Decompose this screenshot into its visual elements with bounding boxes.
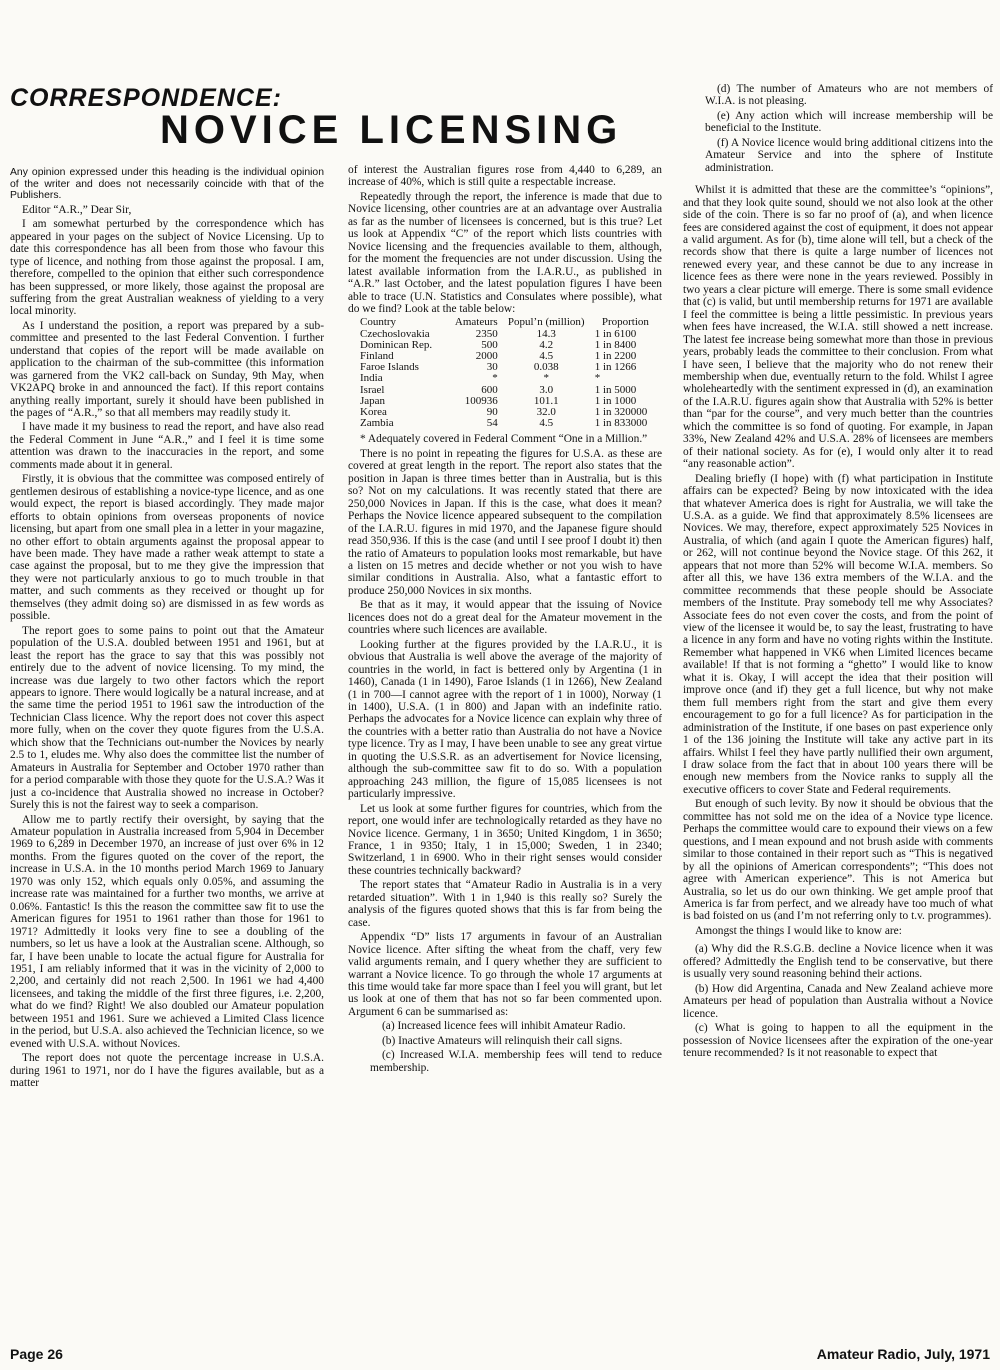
paragraph: I have made it my business to read the report, and have also read the Federal Comment in June “A.R.,” and I feel it is time some attention was drawn to the inaccuracies in the report, and some comments made about it in general. [10, 421, 324, 471]
table-header: Popul’n (million) [507, 316, 585, 329]
list-item: (c) What is going to happen to all the equipment in the possession of Novice licensees after the expiration of the one-year tenure recommended? Is it not reasonable to expect that [683, 1022, 993, 1059]
table-cell: Faroe Islands [360, 361, 419, 374]
table-cell: 4.2 [539, 338, 554, 351]
table-cell: * [594, 372, 601, 385]
paragraph: Amongst the things I would like to know are: [695, 924, 902, 937]
column-3-paragraphs [683, 184, 993, 937]
paragraph: Repeatedly through the report, the inference is made that due to Novice licensing, other countries are at an advantage over Australia as far as the number of licensees is concerned, but is this true? Let us look at Appendix “C” of the report which lists countries with Novice licensing and the frequencies available to them, although, for the moment the frequencies are not under discussion. Using the latest available information from the I.A.R.U., as published in “A.R.” last October, and the latest population figures I have been able to trace (U.N. Statistics and Consulates where possible), what do we find? Look at the table below: [348, 190, 662, 315]
paragraph: I am somewhat perturbed by the correspondence which has appeared in your pages on the subject of Novice Licensing. Up to date this correspondence has all been from those who favour this type of licence, and nothing from those against the proposal. I am, therefore, compelled to the opinion that either such correspondence has been suppressed, or more likely, those against the proposal are suffering from the great Australian weakness of yielding to a very local minority. [10, 218, 324, 318]
paragraph: The report states that “Amateur Radio in Australia is in a very retarded situation”. With 1 in 1,940 is this really so? Surely the analysis of the figures quoted shows that this is far from being the case. [348, 879, 662, 929]
publication-info: Amateur Radio, July, 1971 [816, 1346, 990, 1362]
table-cell: 100936 [464, 394, 498, 407]
table-cell: 4.5 [539, 350, 554, 363]
table-cell: 1 in 6100 [594, 327, 637, 340]
column-1 [10, 167, 324, 1340]
table-header: Country [360, 316, 397, 329]
paragraph: The report does not quote the percentage increase in U.S.A. during 1961 to 1971, nor do I have the figures available, but as a matter [10, 1052, 324, 1090]
list-item: (a) Why did the R.S.G.B. decline a Novice licence when it was offered? Admittedly the English tend to be conservative, but there is usually very sound reasoning behind their actions. [683, 943, 993, 981]
table-row [358, 373, 658, 384]
paragraph: The report goes to some pains to point out that the Amateur population of the U.S.A. doubled between 1951 and 1961, but at least the report has the grace to say that this was possibly not entirely due to the advent of novice licensing. To my mind, the increase was due largely to two other factors which the report appears to ignore. There would logically be a natural increase, and at the same time the period 1951 to 1961 saw the introduction of the Technician Class licence. Why the report does not cover this aspect more fully, when on the cover they quote figures from the U.S.A. which show that the Technicians out-number the Novices by nearly 2.5 to 1, eludes me. Why also does the committee list the number of Amateurs in Australia for September and October 1970 rather than for a period comparable with those they quote for the U.S.A.? Was it just a co-incidence that Australia showed no increase in October? Surely this is not the fairest way to seek a comparison. [10, 624, 324, 812]
table-row [358, 362, 658, 373]
paragraph: Be that as it may, it would appear that the issuing of Novice licences does not do a great deal for the Amateur movement in the countries where such licences are available. [348, 599, 662, 637]
disclaimer: Any opinion expressed under this heading is the individual opinion of the writer and does not necessarily coincide with that of the Publishers. [10, 167, 324, 202]
paragraph: Dealing briefly (I hope) with (f) what participation in Institute affairs can be expected? Being by now intoxicated with the idea that whatever America does is right for Australia, we will take the U.S.A. as a guide. We find that approximately 8.5% licensees are Novices. We may, therefore, expect approximately 525 Novices in Australia, of which (and again I quote the American figures) half, or 262, will not continue beyond the Novice stage. Of this 262, it appears that not more than 52% will become W.I.A. members. So after all this, we have 136 extra members of the W.I.A. and the committee recommends that these people should be Associate members of the Institute. Pray somebody tell me why Associates? Associate fees do not even cover the costs, and from the point of view of the licensee it would be, to say the least, frustrating to have a licence in any form and have no voting rights within the Institute. Remember what happened in VK6 when Limited licences became available! If that is not forming a “ghetto” I would like to know what it is. Okay, I will accept the idea that their position will improve once (and if) they get a full licence, but why not make them full members right from the start and give them every encouragement to go for a full licence? As for participation in the administration of the Institute, if one bases on past experience only 1 of the 136 joining the Institute will take any active part in its affairs. Whilst I feel they have partly nullified their own argument, I draw solace from the fact that in about 100 years there will be enough new members from the Novice ranks to supply all the executive officers to cover State and Federal requirements. [683, 472, 993, 796]
table-cell: Zambia [360, 417, 394, 430]
paragraph: Firstly, it is obvious that the committee was composed entirely of gentlemen desirous of establishing a novice-type licence, and as one would expect, the report is biased accordingly. They made major efforts to obtain opinions from overseas proponents of novice licensing, but apart from one small plea in a letter in your magazine, no other effort to obtain arguments against the proposal appear to have been made. They have made a rather weak attempt to state a case against the proposal, but to me they give the impression that they were not particularly anxious to go to much trouble in that matter, and such comments as they received or thought up for themselves (they admit doing so) are dismissed in as few words as possible. [10, 473, 324, 623]
table-cell: 2000 [475, 350, 498, 363]
list-item: (e) Any action which will increase membership will be beneficial to the Institute. [705, 109, 993, 135]
table-cell: 30 [486, 361, 498, 374]
table-footnote: * Adequately covered in Federal Comment “One in a Million.” [360, 433, 648, 446]
table-cell: Dominican Rep. [360, 338, 433, 351]
table-cell: 4.5 [539, 417, 554, 430]
list-item: (b) How did Argentina, Canada and New Zealand achieve more Amateurs per head of population than Australia without a Novice licence. [683, 982, 993, 1020]
column-2-paragraphs-b [348, 448, 662, 1018]
table-cell: 600 [481, 383, 498, 396]
table-cell: Czechoslovakia [360, 327, 430, 340]
table-header: Amateurs [454, 316, 498, 329]
list-item: (c) Increased W.I.A. membership fees will tend to reduce membership. [370, 1049, 662, 1074]
paragraph: Whilst it is admitted that these are the committee’s “opinions”, and that they look quite sound, should we not also look at the other side of the coin. There is so far no proof of (a), and when licence fees are considered against the cost of equipment, it does not appear a valid argument. As for (b), time alone will tell, but a check of the records show that there is quite a large number of licences not renewed every year, and these cannot be due to any increase in licence fees as there were none in the years reviewed. Possibly in two years a clear picture will emerge. There is some small evidence that (c) is valid, but until membership returns for 1971 are available I feel the committee is being a little pessimistic. In previous years when fees have increased, the W.I.A. still showed a nett increase. The latest fee increase being somewhat more than those in previous years, probably leads the committee to their conclusion. From what I have seen, I believe that the majority who do not renew their membership when due, eventually return to the fold. Whilst I agree wholeheartedly with the sentiment expressed in (d), an examination of the I.A.R.U. figures again show that Australia with 52% is better than “par for the course”, and very much better than the countries which the committee is so fond of quoting. For example, in Japan 33%, New Zealand 42% and U.S.A. 28% of licensees are members of their national society. As for (e), I would only alter it to read “any reasonable action”. [683, 184, 993, 471]
table-header: Proportion [601, 316, 649, 329]
table-cell: 2350 [475, 327, 498, 340]
column-3 [683, 83, 993, 1340]
argument-list [348, 1020, 662, 1074]
table-cell: 1 in 1000 [594, 394, 637, 407]
population-table [358, 317, 658, 429]
paragraph: Let us look at some further figures for countries, which from the report, one would infer are technologically retarded as they have no Novice licence. Germany, 1 in 3650; United Kingdom, 1 in 3650; France, 1 in 9350; Italy, 1 in 15,000; Sweden, 1 in 2340; Switzerland, 1 in 6900. Who in their right senses would consider these countries technically backward? [348, 802, 662, 877]
list-item: (f) A Novice licence would bring additional citizens into the Amateur Service and into the sphere of Institute administration. [705, 136, 993, 174]
table-cell: 1 in 8400 [594, 338, 637, 351]
table-cell: 32.0 [536, 406, 556, 419]
argument-list-continued [683, 83, 993, 174]
table-cell: 1 in 833000 [594, 417, 648, 430]
table-cell: Korea [360, 406, 387, 419]
table-body [358, 329, 658, 430]
table-row [358, 418, 658, 429]
table-cell: 54 [486, 417, 498, 430]
paragraph: There is no point in repeating the figures for U.S.A. as these are covered at great length in the report. The report also states that the position in Japan is three times better than in Australia, but is this so? Not on my calculations. It was recently stated that there are 250,000 Novices in Japan. If this is the case, what does it mean? Perhaps the Novice licence appeared subsequent to the compilation of the I.A.R.U. figures in mid 1970, and the Japanese figure should read 350,936. If this is the case (and until I see proof I doubt it) then the ratio of Amateurs to population looks most remarkable, but have a listen on 15 metres and decide whether or not you wish to have similar conditions in Australia. Also, what a fantastic effort to produce 250,000 Novices in six months. [348, 447, 662, 597]
article-title: NOVICE LICENSING [160, 108, 623, 152]
table-cell: * [543, 372, 549, 385]
table-cell: 500 [481, 338, 498, 351]
table-cell: 14.3 [536, 327, 556, 340]
paragraph: of interest the Australian figures rose from 4,440 to 6,289, an increase of 40%, which is still quite a respectable increase. [348, 164, 662, 189]
paragraph: Looking further at the figures provided by the I.A.R.U., it is obvious that Australia is well above the average of the majority of countries in the world, in fact is bettered only by Argentina (1 in 1460), Canada (1 in 1490), Faroe Islands (1 in 1266), New Zealand (1 in 700—I cannot agree with the report of 1 in 1000), Norway (1 in 1400), U.S.A. (1 in 800) and Japan with an indefinite ratio. Perhaps the advocates for a Novice licence can explain why three of the countries with a better ratio than Australia do not have a Novice type licence. Try as I may, I have been unable to see any great virtue in quoting the U.S.S.R. as an advertisement for Novice licensing, although the sub-committee saw fit to do so. With a population approaching 243 million, the figure of 15,085 licensees is not particularly impressive. [348, 638, 662, 801]
table-cell: 3.0 [539, 383, 554, 396]
paragraph: But enough of such levity. By now it should be obvious that the committee has not sold me on the idea of a Novice type licence. Perhaps the committee would care to expound their views on a few questions, and I mean expound and not brush aside with comments similar to those contained in their report such as “This is negatived by all the opinions of American correspondents”; “This does not agree with American experience”. This is not America but Australia, so let us do our own thinking. We get ample proof that America is far from perfect, and we already have too much of what is bad foisted on us (and I’m not referring only to t.v. programmes). [683, 798, 993, 923]
table-cell: 1 in 1266 [594, 361, 637, 374]
table-cell: 0.038 [533, 361, 559, 374]
page-number: Page 26 [10, 1346, 63, 1362]
paragraph: Allow me to partly rectify their oversight, by saying that the Amateur population in Australia increased from 5,904 in December 1969 to 6,289 in December 1970, an increase of just over 6% in 12 months. From the figures quoted on the cover of the report, the increase in U.S.A. in the 10 months period March 1969 to January 1970 was only 152, which equals only 0.05%, and assuming the increase rate was maintained for a further two months, we arrive at 0.06%. Fantastic! Is this the reason the committee saw fit to use the American figures for 1951 to 1961 rather than those for 1961 to 1971? Admittedly it looks very fine to see a doubling of the numbers, so let us have a look at the Australian scene. Although, so far, I have been unable to locate the actual figure for Australia for 1951, I am reliably informed that it was in the vicinity of 2,000 to 2,200, and certainly did not reach 2,500. In 1961 we had 4,400 licensees, and taking the middle of the first three figures, i.e. 2,200, what do we find? Right! We also doubled our Amateur population between 1951 and 1961. Sure we achieved a Limited Class licence in the period, but U.S.A. also achieved the Technician licence, so we evened with U.S.A. without Novices. [10, 813, 324, 1050]
question-list [683, 943, 993, 1059]
column-2 [348, 164, 662, 1340]
salutation: Editor “A.R.,” Dear Sir, [22, 203, 132, 216]
paragraph: Appendix “D” lists 17 arguments in favour of an Australian Novice licence. After sifting the wheat from the chaff, very few valid arguments remain, and I query whether they are sufficient to warrant a Novice licence. To go through the whole 17 arguments at this time would take far more space than I feel you will grant, but let us look at one of them that has not so far been commented upon. Argument 6 can be summarised as: [348, 931, 662, 1018]
table-cell: 1 in 320000 [594, 406, 648, 419]
table-cell: India [360, 372, 383, 385]
list-item: (d) The number of Amateurs who are not members of W.I.A. is not pleasing. [705, 83, 993, 108]
table-header-row [358, 317, 658, 328]
paragraph: As I understand the position, a report was prepared by a sub-committee and presented to the last Federal Convention. I further understand that copies of the report will be made available on application to the chairman of the sub-committee (this information was garnered from the VK2 call-back on Sunday, 9th May, when VK2APQ broke in and announced the fact). If this report contains anything really important, surely it should have been published in the pages of “A.R.,” so that all members may readily study it. [10, 319, 324, 420]
table-cell: * [492, 372, 498, 385]
list-item: (b) Inactive Amateurs will relinquish their call signs. [382, 1034, 623, 1047]
list-item: (a) Increased licence fees will inhibit Amateur Radio. [382, 1020, 626, 1033]
table-cell: 101.1 [533, 394, 559, 407]
section-label: CORRESPONDENCE: [10, 84, 282, 112]
table-cell: Japan [360, 394, 386, 407]
table-cell: 1 in 2200 [594, 350, 637, 363]
table-cell: 1 in 5000 [594, 383, 637, 396]
column-1-paragraphs [10, 218, 324, 1089]
column-2-paragraphs-a [348, 164, 662, 315]
table-cell: Israel [360, 383, 385, 396]
table-cell: Finland [360, 350, 394, 363]
table-cell: 90 [486, 406, 498, 419]
